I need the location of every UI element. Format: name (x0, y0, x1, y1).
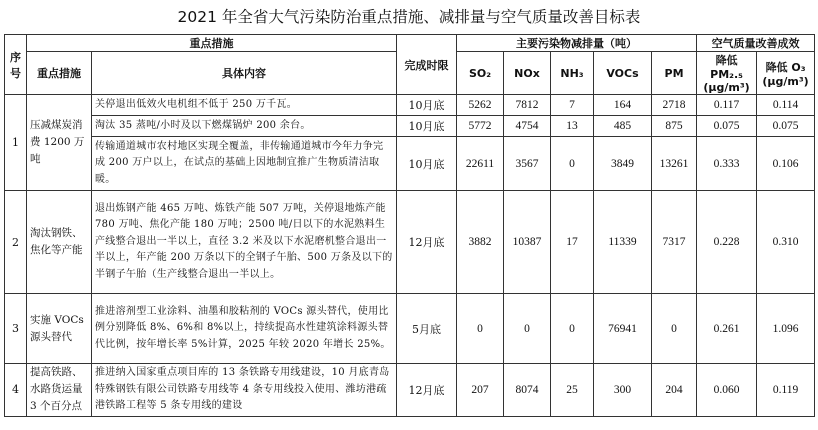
cell-so2: 22611 (457, 137, 504, 191)
cell-nox: 8074 (504, 364, 551, 417)
cell-vocs: 3849 (594, 137, 652, 191)
row-deadline: 12月底 (397, 191, 457, 294)
row-seq: 2 (5, 191, 27, 294)
cell-pm: 13261 (652, 137, 697, 191)
row-deadline: 10月底 (397, 137, 457, 191)
cell-nh3: 17 (551, 191, 594, 294)
cell-pm25: 0.117 (697, 95, 757, 116)
cell-o3: 0.106 (757, 137, 815, 191)
row-content: 推进溶剂型工业涂料、油墨和胶粘剂的 VOCs 源头替代，使用比例分别降低 8%、6%和 8%以上，持续提高水性建筑涂料源头替代比例，按年增长率 5%计算，2025 年较 2020 年增长 25%。 (92, 294, 397, 364)
header-o3 (757, 52, 815, 95)
cell-so2: 5772 (457, 116, 504, 137)
row-deadline: 10月底 (397, 95, 457, 116)
cell-pm25: 0.261 (697, 294, 757, 364)
cell-o3: 0.310 (757, 191, 815, 294)
row-measure: 实施 VOCs 源头替代 (27, 294, 92, 364)
cell-pm25: 0.333 (697, 137, 757, 191)
table-row (5, 294, 815, 364)
row-deadline: 12月底 (397, 364, 457, 417)
cell-vocs: 11339 (594, 191, 652, 294)
cell-o3: 1.096 (757, 294, 815, 364)
header-vocs: VOCs (594, 52, 652, 95)
cell-so2: 207 (457, 364, 504, 417)
header-pm25-label: 降低 PM₂.₅ (710, 54, 743, 81)
cell-pm: 875 (652, 116, 697, 137)
row-seq: 3 (5, 294, 27, 364)
cell-o3: 0.114 (757, 95, 815, 116)
header-nox: NOx (504, 52, 551, 95)
cell-pm: 0 (652, 294, 697, 364)
row-content: 关停退出低效火电机组不低于 250 万千瓦。 (92, 95, 397, 116)
header-specific-content: 具体内容 (92, 52, 397, 95)
row-deadline: 10月底 (397, 116, 457, 137)
cell-pm25: 0.060 (697, 364, 757, 417)
cell-pm25: 0.075 (697, 116, 757, 137)
header-pm: PM (652, 52, 697, 95)
header-key-measures-group: 重点措施 (27, 35, 397, 52)
header-o3-label: 降低 O₃ (765, 60, 806, 74)
row-content: 推进纳入国家重点项目库的 13 条铁路专用线建设，10 月底青岛特殊钢铁有限公司铁路专用线等 4 条专用线投入使用、潍坊港疏港铁路工程等 5 条专用线的建设 (92, 364, 397, 417)
table-row (5, 191, 815, 294)
cell-so2: 5262 (457, 95, 504, 116)
cell-vocs: 300 (594, 364, 652, 417)
row-measure: 提高铁路、水路货运量 3 个百分点 (27, 364, 92, 417)
header-reduction-group: 主要污染物减排量（吨） (457, 35, 697, 52)
table-title: 2021 年全省大气污染防治重点措施、减排量与空气质量改善目标表 (177, 8, 641, 26)
header-so2: SO₂ (457, 52, 504, 95)
header-deadline: 完成时限 (397, 35, 457, 95)
cell-nox: 7812 (504, 95, 551, 116)
header-pm25 (697, 52, 757, 95)
row-measure: 压减煤炭消费 1200 万吨 (27, 95, 92, 191)
header-o3-unit: (μg/m³) (762, 74, 809, 88)
cell-so2: 3882 (457, 191, 504, 294)
header-nh3: NH₃ (551, 52, 594, 95)
header-pm25-unit: (μg/m³) (703, 81, 750, 94)
row-content: 淘汰 35 蒸吨/小时及以下燃煤锅炉 200 余台。 (92, 116, 397, 137)
measures-table (4, 34, 815, 417)
table-row (5, 364, 815, 417)
cell-vocs: 76941 (594, 294, 652, 364)
cell-vocs: 485 (594, 116, 652, 137)
cell-nh3: 7 (551, 95, 594, 116)
cell-pm: 204 (652, 364, 697, 417)
cell-pm: 7317 (652, 191, 697, 294)
cell-vocs: 164 (594, 95, 652, 116)
cell-o3: 0.119 (757, 364, 815, 417)
cell-pm25: 0.228 (697, 191, 757, 294)
row-seq: 4 (5, 364, 27, 417)
cell-pm: 2718 (652, 95, 697, 116)
header-row-1 (5, 35, 815, 52)
row-content: 退出炼钢产能 465 万吨、炼铁产能 507 万吨，关停退地炼产能 780 万吨、焦化产能 180 万吨；2500 吨/日以下的水泥熟料生产线整合退出一半以上，直径 3.2 米及以下水泥磨机整合退出一半以上，年产能 200 万条以下的全钢子午胎、500 万条及以下的半钢子午胎（生产线整合退出一半以上。 (92, 191, 397, 294)
row-seq: 1 (5, 95, 27, 191)
table-row (5, 116, 815, 137)
cell-so2: 0 (457, 294, 504, 364)
cell-nox: 0 (504, 294, 551, 364)
table-row (5, 95, 815, 116)
cell-nh3: 13 (551, 116, 594, 137)
cell-nox: 4754 (504, 116, 551, 137)
header-seq: 序号 (5, 35, 27, 95)
header-key-measure: 重点措施 (27, 52, 92, 95)
row-measure: 淘汰钢铁、焦化等产能 (27, 191, 92, 294)
cell-nh3: 25 (551, 364, 594, 417)
header-aq-group: 空气质量改善成效 (697, 35, 815, 52)
row-content: 传输通道城市农村地区实现全覆盖，非传输通道城市今年力争完成 200 万户以上，在试点的基础上因地制宜推广生物质清洁取暖。 (92, 137, 397, 191)
cell-nox: 3567 (504, 137, 551, 191)
cell-nox: 10387 (504, 191, 551, 294)
cell-nh3: 0 (551, 294, 594, 364)
cell-o3: 0.075 (757, 116, 815, 137)
row-deadline: 5月底 (397, 294, 457, 364)
cell-nh3: 0 (551, 137, 594, 191)
table-row (5, 137, 815, 191)
